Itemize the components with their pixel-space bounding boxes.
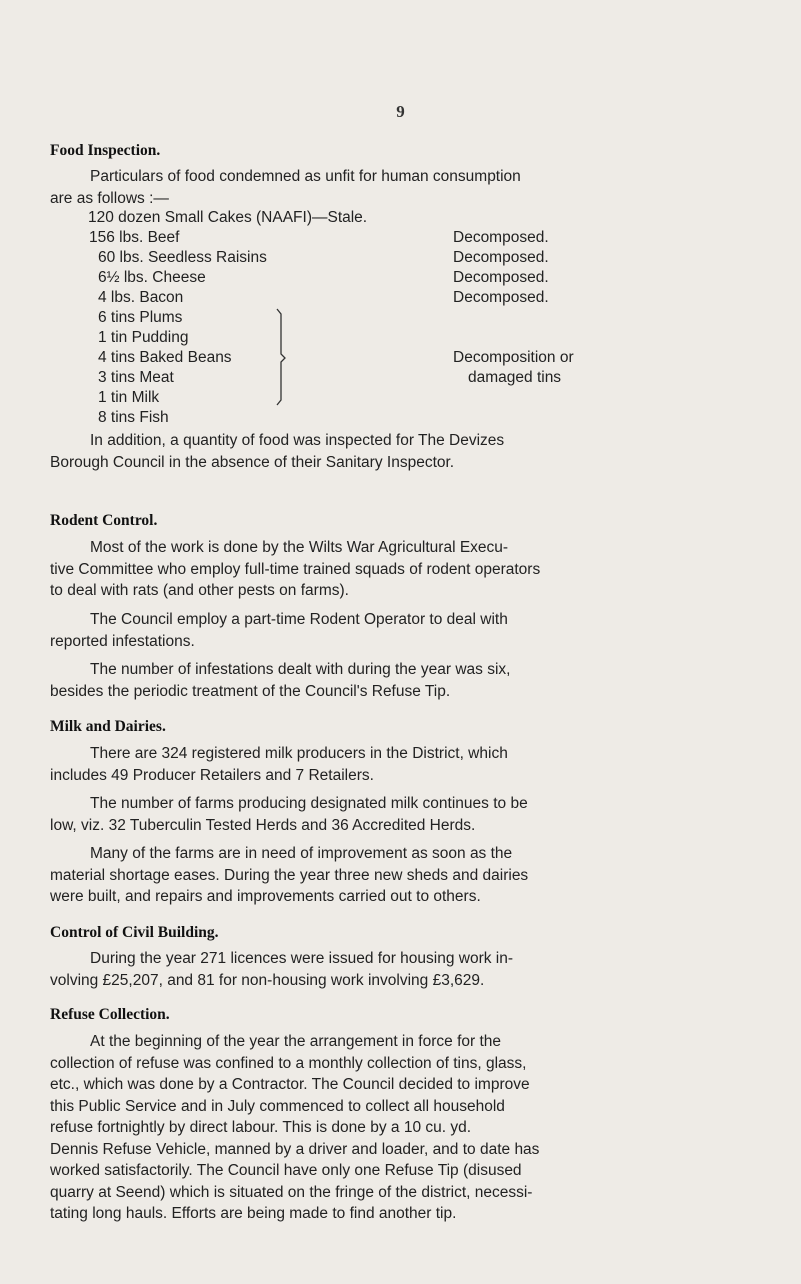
text-line: In addition, a quantity of food was inspected for The Devizes xyxy=(90,432,505,449)
text-line: At the beginning of the year the arrangement in force for the xyxy=(90,1033,502,1050)
milk-dairies-heading: Milk and Dairies. xyxy=(50,718,166,735)
text-line: Borough Council in the absence of their Sanitary Inspector. xyxy=(50,453,455,471)
brace-icon xyxy=(276,308,286,406)
condition-label: Decomposed. xyxy=(453,269,549,286)
rodent-control-paragraph xyxy=(50,609,670,652)
text-line: are as follows :— xyxy=(50,189,169,207)
civil-building-paragraph xyxy=(50,948,670,991)
text-line: low, viz. 32 Tuberculin Tested Herds and 36 Accredited Herds. xyxy=(50,816,476,834)
refuse-collection-paragraph xyxy=(50,1031,670,1225)
group-condition-label: Decomposition or xyxy=(453,349,574,366)
rodent-control-heading: Rodent Control. xyxy=(50,512,158,529)
list-item: 60 lbs. Seedless Raisins xyxy=(98,249,267,266)
list-item: 6½ lbs. Cheese xyxy=(98,269,206,286)
list-item: 8 tins Fish xyxy=(98,409,169,426)
list-item: 6 tins Plums xyxy=(98,309,183,326)
list-item: 1 tin Milk xyxy=(98,389,160,406)
rodent-control-paragraph xyxy=(50,537,670,602)
text-line: refuse fortnightly by direct labour. This is done by a 10 cu. yd. xyxy=(50,1119,472,1136)
food-inspection-addition xyxy=(50,430,670,473)
text-line: Many of the farms are in need of improvement as soon as the xyxy=(90,845,513,862)
list-item: 4 tins Baked Beans xyxy=(98,349,232,366)
page-number: 9 xyxy=(396,102,405,121)
text-line: were built, and repairs and improvements carried out to others. xyxy=(50,888,481,905)
condition-label: Decomposed. xyxy=(453,229,549,246)
list-item: 1 tin Pudding xyxy=(98,329,189,346)
food-inspection-heading: Food Inspection. xyxy=(50,142,161,159)
text-line: The Council employ a part-time Rodent Operator to deal with xyxy=(90,611,508,628)
refuse-collection-heading: Refuse Collection. xyxy=(50,1006,170,1023)
list-item: 3 tins Meat xyxy=(98,369,174,386)
text-line: tating long hauls. Efforts are being made to find another tip. xyxy=(50,1205,457,1222)
text-line: The number of infestations dealt with during the year was six, xyxy=(90,661,511,678)
text-line: Particulars of food condemned as unfit for human consumption xyxy=(90,168,521,185)
milk-dairies-paragraph xyxy=(50,743,670,786)
text-line: Most of the work is done by the Wilts War Agricultural Execu- xyxy=(90,539,509,556)
text-line: During the year 271 licences were issued for housing work in- xyxy=(90,950,514,967)
list-item: 120 dozen Small Cakes (NAAFI)—Stale. xyxy=(88,209,368,226)
group-condition-label: damaged tins xyxy=(468,369,562,386)
milk-dairies-paragraph xyxy=(50,793,670,836)
milk-dairies-paragraph xyxy=(50,843,670,908)
text-line: worked satisfactorily. The Council have only one Refuse Tip (disused xyxy=(50,1162,522,1179)
text-line: includes 49 Producer Retailers and 7 Retailers. xyxy=(50,766,374,784)
text-line: reported infestations. xyxy=(50,632,195,650)
condition-label: Decomposed. xyxy=(453,249,549,266)
civil-building-heading: Control of Civil Building. xyxy=(50,924,219,941)
list-item: 4 lbs. Bacon xyxy=(98,289,184,306)
text-line: material shortage eases. During the year three new sheds and dairies xyxy=(50,866,529,884)
text-line: Dennis Refuse Vehicle, manned by a driver and loader, and to date has xyxy=(50,1140,540,1158)
text-line: There are 324 registered milk producers in the District, which xyxy=(90,745,508,762)
text-line: tive Committee who employ full-time trained squads of rodent operators xyxy=(50,560,541,578)
text-line: quarry at Seend) which is situated on the fringe of the district, necessi- xyxy=(50,1183,533,1201)
text-line: etc., which was done by a Contractor. The Council decided to improve xyxy=(50,1076,530,1093)
text-line: volving £25,207, and 81 for non-housing work involving £3,629. xyxy=(50,971,485,989)
text-line: to deal with rats (and other pests on farms). xyxy=(50,582,349,599)
text-line: The number of farms producing designated milk continues to be xyxy=(90,795,528,812)
food-inspection-intro xyxy=(50,166,670,209)
list-item: 156 lbs. Beef xyxy=(89,229,180,246)
condition-label: Decomposed. xyxy=(453,289,549,306)
rodent-control-paragraph xyxy=(50,659,670,702)
text-line: collection of refuse was confined to a monthly collection of tins, glass, xyxy=(50,1054,527,1072)
text-line: this Public Service and in July commenced to collect all household xyxy=(50,1097,505,1115)
text-line: besides the periodic treatment of the Council's Refuse Tip. xyxy=(50,682,451,700)
